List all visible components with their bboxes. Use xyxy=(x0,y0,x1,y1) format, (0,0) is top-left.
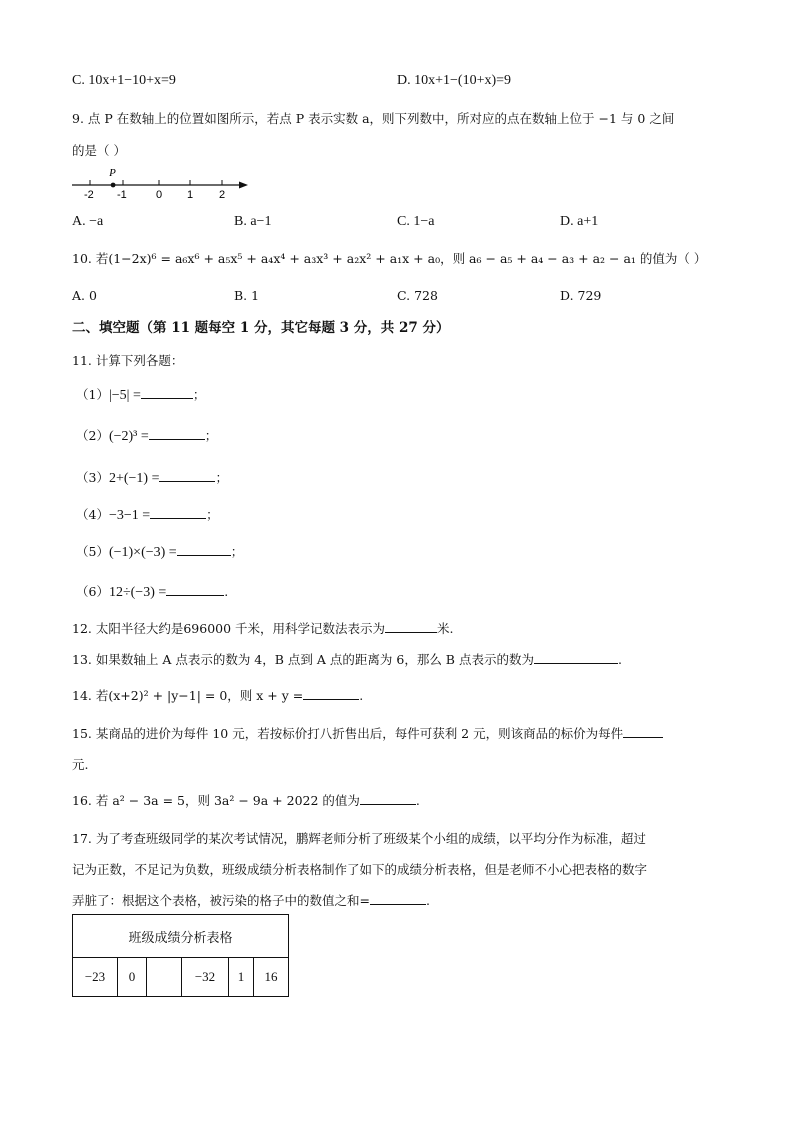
q10-option-c: C. 728 xyxy=(397,288,438,303)
q13-end: . xyxy=(617,652,622,667)
table-cell: −23 xyxy=(73,958,118,997)
q11-item-expression: −3−1 = xyxy=(108,508,151,523)
q10-option-b: B. 1 xyxy=(234,288,260,303)
answer-blank[interactable] xyxy=(360,793,416,805)
answer-blank[interactable] xyxy=(159,470,215,482)
q10-stem: 10. 若(1−2x)⁶ = a₆x⁶ + a₅x⁵ + a₄x⁴ + a₃x³ + a₂x² + a₁x + a₀，则 a₆ − a₅ + a₄ − a₃ + a₂ − a₁ 的值为（ ） xyxy=(72,251,707,266)
answer-blank[interactable] xyxy=(303,688,359,700)
answer-blank[interactable] xyxy=(534,652,618,664)
tick-label: 1 xyxy=(187,189,194,201)
q17-line1: 17. 为了考查班级同学的某次考试情况，鹏辉老师分析了班级某个小组的成绩，以平均分作为标准，超过 xyxy=(72,831,646,846)
q11-item-number: （3） xyxy=(76,470,109,485)
answer-blank[interactable] xyxy=(385,621,437,633)
q13 xyxy=(72,652,622,668)
q9-stem-line1: 9. 点 P 在数轴上的位置如图所示，若点 P 表示实数 a，则下列数中，所对应的点在数轴上位于 −1 与 0 之间 xyxy=(72,111,675,126)
table-cell: 16 xyxy=(254,958,289,997)
q11-item-expression: 12÷(−3) = xyxy=(108,585,167,600)
section-2-heading: 二、填空题（第 11 题每空 1 分，其它每题 3 分，共 27 分） xyxy=(72,320,450,336)
q17-end: . xyxy=(425,893,430,908)
q9-option-c: C. 1−a xyxy=(397,214,435,229)
q15-line1 xyxy=(72,726,663,742)
q8-option-c: C. 10x+1−10+x=9 xyxy=(72,73,176,88)
q9-option-a: A. −a xyxy=(72,214,104,229)
q9-stem-line2: 的是（ ） xyxy=(72,143,126,158)
q11-item-expression: |−5| = xyxy=(108,388,141,403)
q14-text: 14. 若(x+2)² + |y−1| = 0，则 x + y = xyxy=(72,688,304,703)
q9-option-b: B. a−1 xyxy=(234,214,272,229)
table-cell-stained xyxy=(147,958,182,997)
q11-item-end: ； xyxy=(206,507,219,522)
q11-item-expression: (−1)×(−3) = xyxy=(108,545,177,560)
q11-item-expression: (−2)³ = xyxy=(108,429,149,444)
q8-option-d: D. 10x+1−(10+x)=9 xyxy=(397,73,512,88)
q11-item-end: . xyxy=(224,584,229,599)
q12 xyxy=(72,621,454,637)
grade-analysis-table xyxy=(72,914,289,997)
q12-unit: 米. xyxy=(437,621,454,636)
table-cell: −32 xyxy=(182,958,229,997)
point-p xyxy=(111,183,116,188)
tick-label: -1 xyxy=(117,189,127,201)
table-title: 班级成绩分析表格 xyxy=(73,915,289,958)
q14 xyxy=(72,688,363,704)
answer-blank[interactable] xyxy=(370,893,426,905)
tick-label: 0 xyxy=(156,189,163,201)
point-p-label: P xyxy=(109,167,116,179)
q11-item-number: （4） xyxy=(76,507,109,522)
q11-item-2 xyxy=(76,428,217,445)
table-cell: 0 xyxy=(118,958,147,997)
q14-end: . xyxy=(359,688,364,703)
q11-item-6 xyxy=(76,584,228,601)
q12-text: 12. 太阳半径大约是696000 千米，用科学记数法表示为 xyxy=(72,621,386,636)
answer-blank[interactable] xyxy=(623,726,663,738)
q17-line3 xyxy=(72,893,430,909)
q16-text: 16. 若 a² − 3a = 5，则 3a² − 9a + 2022 的值为 xyxy=(72,793,360,808)
q10-option-d: D. 729 xyxy=(560,288,602,303)
q11-stem: 11. 计算下列各题： xyxy=(72,353,184,368)
q11-item-3 xyxy=(76,470,228,487)
q17-line2: 记为正数，不足记为负数，班级成绩分析表格制作了如下的成绩分析表格，但是老师不小心把表格的数字 xyxy=(72,862,648,877)
q17-text: 弄脏了：根据这个表格，被污染的格子中的数值之和= xyxy=(72,893,370,908)
q10-option-a: A. 0 xyxy=(72,288,97,303)
q11-item-number: （1） xyxy=(76,387,109,402)
q11-item-end: ； xyxy=(192,387,206,402)
q13-text: 13. 如果数轴上 A 点表示的数为 4，B 点到 A 点的距离为 6，那么 B 点表示的数为 xyxy=(72,652,534,667)
q11-item-5 xyxy=(76,544,243,561)
q11-item-end: ； xyxy=(215,470,228,485)
q11-item-1 xyxy=(76,387,205,404)
tick-label: 2 xyxy=(219,189,226,201)
q11-item-number: （6） xyxy=(76,584,109,599)
q9-option-d: D. a+1 xyxy=(560,214,599,229)
answer-blank[interactable] xyxy=(166,584,224,596)
q16 xyxy=(72,793,420,809)
q15-line2: 元. xyxy=(72,757,89,772)
q16-end: . xyxy=(415,793,420,808)
q15-text: 15. 某商品的进价为每件 10 元，若按标价打八折售出后，每件可获利 2 元，则该商品的标价为每件 xyxy=(72,726,624,741)
number-line xyxy=(68,166,258,202)
answer-blank[interactable] xyxy=(141,387,193,399)
table-cell: 1 xyxy=(229,958,254,997)
tick-label: -2 xyxy=(84,189,94,201)
answer-blank[interactable] xyxy=(150,507,206,519)
answer-blank[interactable] xyxy=(149,428,205,440)
q11-item-end: ； xyxy=(230,544,244,559)
number-line-arrow xyxy=(239,182,248,189)
q11-item-4 xyxy=(76,507,219,524)
q11-item-expression: 2+(−1) = xyxy=(108,471,160,486)
q11-item-number: （2） xyxy=(76,428,109,443)
q11-item-number: （5） xyxy=(76,544,109,559)
answer-blank[interactable] xyxy=(177,544,231,556)
q11-item-end: ； xyxy=(204,428,218,443)
